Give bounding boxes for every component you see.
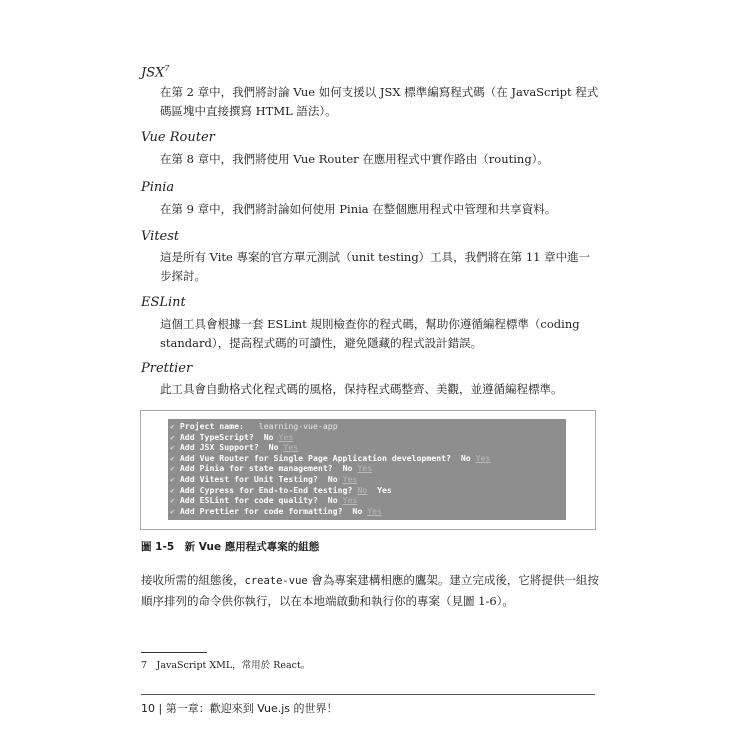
footnote-ref: 7 [164,64,170,73]
body-paragraph: 接收所需的組態後，create-vue 會為專案建構相應的鷹架。建立完成後，它將提供一組按順序排列的命令供你執行，以在本地端啟動和執行你的專案（見圖 1-6）。 [141,573,599,608]
figure-caption: 圖 1-5 新 Vue 應用程式專案的組態 [141,541,320,553]
term-eslint: ESLint [141,295,186,310]
terminal-line: ✔ Project name: learning-vue-app [170,421,338,431]
terminal-line: ✔ Add Pinia for state management? No Yes [170,463,373,474]
figure-frame [140,410,596,530]
terminal-line: ✔ Add JSX Support? No Yes [170,442,299,453]
desc-eslint: 這個工具會根據一套 ESLint 規則檢查你的程式碼，幫助你遵循編程標準（coding standard），提高程式碼的可讀性，避免隱藏的程式設計錯誤。 [160,317,580,350]
term-prettier: Prettier [141,361,193,376]
desc-pinia: 在第 9 章中，我們將討論如何使用 Pinia 在整個應用程式中管理和共享資料。 [160,202,557,216]
desc-vue-router: 在第 8 章中，我們將使用 Vue Router 在應用程式中實作路由（routing）。 [160,152,549,166]
term-pinia: Pinia [141,180,175,195]
term-jsx: JSX$^7$ [141,64,170,81]
page-footer: 10 | 第一章：歡迎來到 Vue.js 的世界！ [141,702,338,715]
desc-jsx: 在第 2 章中，我們將討論 Vue 如何支援以 JSX 標準編寫程式碼（在 JavaScript 程式碼區塊中直接撰寫 HTML 語法）。 [160,85,599,118]
terminal-line: ✔ Add Vue Router for Single Page Application development? No Yes [170,452,491,463]
terminal-line: ✔ Add TypeScript? No Yes [170,431,294,442]
terminal-screenshot [168,419,566,520]
footnote: 7 JavaScript XML，常用於 React。 [141,660,311,671]
terminal-line: ✔ Add Prettier for code formatting? No Yes [170,505,383,516]
term-vue-router: Vue Router [141,130,215,145]
desc-vitest: 這是所有 Vite 專案的官方單元測試（unit testing）工具，我們將在第 11 章中進一步探討。 [160,250,591,283]
terminal-line: ✔ Add Cypress for End-to-End testing? No Yes [170,484,392,495]
terminal-line: ✔ Add ESLint for code quality? No Yes [170,495,358,506]
footnote-divider [141,652,207,653]
inline-code: create-vue [244,575,308,587]
footer-divider [141,694,595,695]
term-vitest: Vitest [141,229,180,244]
terminal-line: ✔ Add Vitest for Unit Testing? No Yes [170,473,358,484]
desc-prettier: 此工具會自動格式化程式碼的風格，保持程式碼整齊、美觀，並遵循編程標準。 [160,382,563,396]
